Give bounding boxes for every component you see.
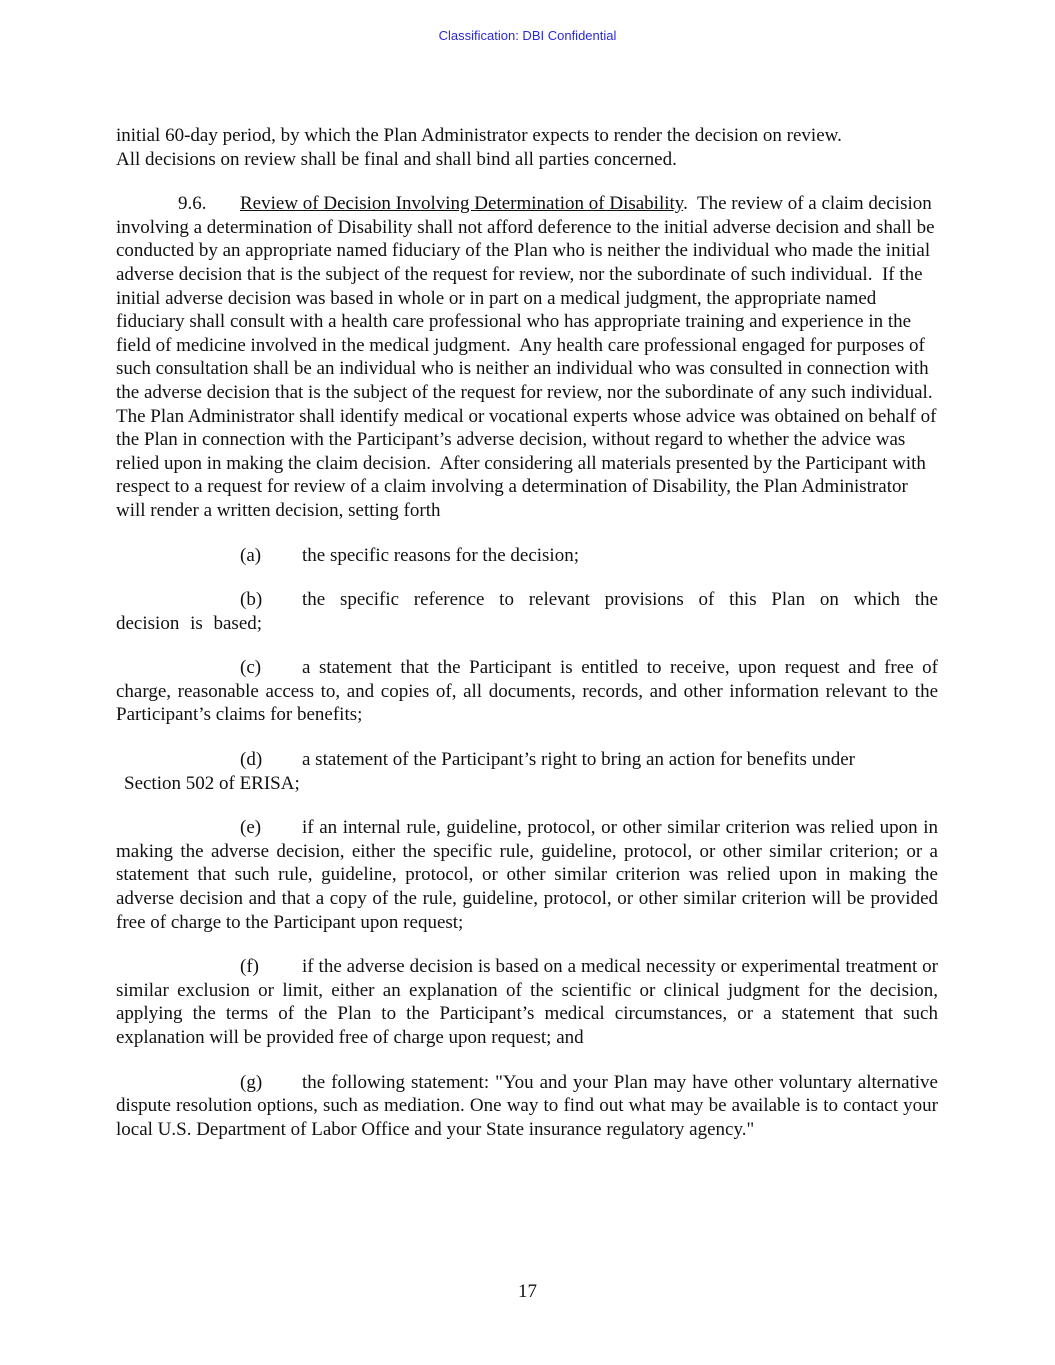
list-item-b — [116, 588, 938, 635]
item-text: a statement that the Participant is entitled to receive, upon request and free of charge, reasonable access to, and copies of, all documents, records, and other information relevant to the Participant’s claims for benefits; — [116, 657, 938, 726]
list-item-g — [116, 1071, 938, 1142]
list-item-c — [116, 656, 938, 727]
item-text: the specific reference to relevant provisions of this Plan on which the decision is based; — [116, 589, 938, 634]
item-label: (b) — [240, 589, 263, 611]
section-title-punct: . — [683, 193, 688, 215]
item-text: if an internal rule, guideline, protocol, or other similar criterion was relied upon in making the adverse decision, either the specific rule, guideline, protocol, or other similar criterion; or a statement that such rule, guideline, protocol, or other similar criterion was relied upon in making the adverse decision and that a copy of the rule, guideline, protocol, or other similar criterion will be provided free of charge to the Participant upon request; — [116, 817, 938, 933]
section-title: Review of Decision Involving Determination of Disability — [240, 193, 684, 215]
item-label: (a) — [240, 544, 262, 566]
list-item-a — [116, 544, 938, 568]
item-label: (c) — [240, 657, 262, 679]
list-item-d — [116, 748, 938, 772]
item-text: if the adverse decision is based on a medical necessity or experimental treatment or similar exclusion or limit, either an explanation of the scientific or clinical judgment for the decision, applying the terms of the Plan to the Participant’s medical circumstances, or a statement that such explanation will be provided free of charge upon request; and — [116, 956, 938, 1048]
item-label: (e) — [240, 817, 262, 839]
item-label: (f) — [240, 956, 259, 978]
item-text: a statement of the Participant’s right to bring an action for benefits under — [302, 749, 855, 771]
intro-paragraph — [116, 124, 938, 171]
page-number: 17 — [518, 1281, 537, 1302]
item-text: the specific reasons for the decision; — [302, 544, 579, 566]
list-item-d-continuation: Section 502 of ERISA; — [124, 772, 300, 794]
item-text: the following statement: "You and your Plan may have other voluntary alternative dispute resolution options, such as mediation. One way to find out what may be available is to contact your local U.S. Department of Labor Office and your State insurance regulatory agency." — [116, 1071, 938, 1140]
item-label: (d) — [240, 749, 263, 771]
document-body — [116, 124, 942, 1141]
section-body: The review of a claim decision involving a determination of Disability shall not afford deference to the initial adverse decision and shall be conducted by an appropriate named fiduciary of the Plan who is neither the individual who made the initial adverse decision that is the subject of the request for review, nor the subordinate of such individual. If the initial adverse decision was based in whole or in part on a medical judgment, the appropriate named fiduciary shall consult with a health care professional who has appropriate training and experience in the field of medicine involved in the medical judgment. Any health care professional engaged for purposes of such consultation shall be an individual who is neither an individual who was consulted in connection with the adverse decision that is the subject of the request for review, nor the subordinate of any such individual. The Plan Administrator shall identify medical or vocational experts whose advice was obtained on behalf of the Plan in connection with the Participant’s adverse decision, without regard to whether the advice was relied upon in making the claim decision. After considering all materials presented by the Participant with respect to a request for review of a claim involving a determination of Disability, the Plan Administrator will render a written decision, setting forth — [116, 193, 942, 521]
classification-header: Classification: DBI Confidential — [438, 28, 617, 43]
list-item-e — [116, 816, 938, 934]
list-item-f — [116, 955, 938, 1049]
section-9-6-paragraph — [116, 192, 942, 522]
item-label: (g) — [240, 1071, 263, 1093]
intro-line-2: All decisions on review shall be final and shall bind all parties concerned. — [116, 148, 677, 170]
section-number: 9.6. — [178, 193, 207, 215]
intro-line-1: initial 60-day period, by which the Plan Administrator expects to render the decision on review. — [116, 125, 842, 146]
